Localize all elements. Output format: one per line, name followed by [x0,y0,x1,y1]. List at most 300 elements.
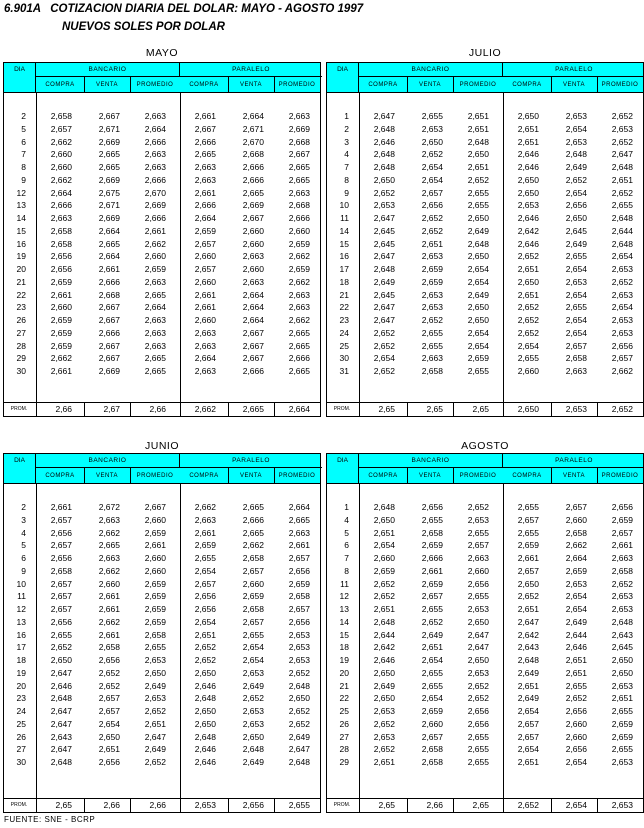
paralelo-venta-cell: 2,660 [242,238,264,249]
paralelo-venta-cell: 2,663 [242,276,264,287]
paralelo-promedio-cell: 2,645 [611,642,633,653]
column-divider [228,468,229,484]
bancario-compra-cell: 2,656 [50,616,72,627]
paralelo-promedio-cell: 2,656 [288,565,310,576]
bancario-promedio-cell: 2,665 [144,366,166,376]
bancario-promedio-cell: 2,649 [144,680,166,691]
bancario-promedio-cell: 2,651 [467,123,489,134]
day-cell: 23 [339,315,349,325]
paralelo-venta-cell: 2,663 [242,251,264,262]
paralelo-compra-cell: 2,648 [194,693,216,704]
table-row [4,641,320,654]
day-cell: 5 [21,123,26,134]
paralelo-promedio-cell: 2,665 [288,162,310,172]
paralelo-venta-cell: 2,648 [242,744,264,755]
paralelo-venta-cell: 2,664 [242,315,264,325]
day-cell: 17 [339,264,349,274]
bancario-compra-header: COMPRA [368,473,398,479]
bancario-compra-cell: 2,648 [373,123,395,134]
bancario-compra-cell: 2,652 [373,340,395,351]
paralelo-compra-cell: 2,653 [517,200,539,211]
table-row [4,250,320,263]
paralelo-compra-cell: 2,660 [194,276,216,287]
bancario-promedio-cell: 2,651 [467,111,489,121]
table-row [4,161,320,174]
paralelo-venta-cell: 2,666 [242,514,264,525]
bancario-compra-cell: 2,647 [373,315,395,325]
paralelo-promedio-cell: 2,658 [288,591,310,602]
bancario-compra-cell: 2,646 [373,136,395,147]
table-row [4,731,320,744]
day-cell: 9 [21,174,26,185]
avg-bancario-promedio: 2,65 [472,800,489,810]
table-row [4,539,320,552]
bancario-promedio-cell: 2,650 [467,251,489,262]
paralelo-promedio-cell: 2,651 [611,693,633,704]
day-cell: 18 [339,642,349,653]
bancario-compra-cell: 2,647 [50,667,72,678]
bancario-compra-cell: 2,653 [373,200,395,211]
table-row [327,578,643,591]
paralelo-compra-cell: 2,657 [517,731,539,742]
bancario-venta-cell: 2,661 [421,565,443,576]
bancario-promedio-cell: 2,660 [467,565,489,576]
bancario-promedio-cell: 2,666 [144,174,166,185]
paralelo-venta-cell: 2,654 [565,327,587,338]
paralelo-header: PARALELO [503,454,644,468]
day-cell: 6 [344,540,349,551]
paralelo-promedio-cell: 2,656 [611,340,633,351]
bancario-compra-cell: 2,649 [373,680,395,691]
paralelo-venta-cell: 2,654 [565,591,587,602]
paralelo-compra-cell: 2,663 [194,366,216,376]
bancario-venta-cell: 2,652 [421,149,443,160]
table-row [327,123,643,136]
column-divider [228,77,229,93]
bancario-venta-cell: 2,655 [421,667,443,678]
paralelo-compra-cell: 2,650 [194,706,216,716]
paralelo-promedio-cell: 2,659 [288,578,310,589]
table-row [327,225,643,238]
table-row [4,199,320,212]
average-row [4,402,320,416]
paralelo-compra-cell: 2,657 [194,264,216,274]
paralelo-promedio-cell: 2,653 [288,655,310,665]
bancario-compra-cell: 2,647 [50,744,72,755]
bancario-compra-cell: 2,656 [50,527,72,538]
bancario-promedio-cell: 2,649 [467,225,489,236]
bancario-venta-cell: 2,671 [98,123,120,134]
table-row [4,174,320,187]
bancario-promedio-cell: 2,655 [467,744,489,755]
avg-paralelo-venta: 2,653 [565,404,587,414]
table-header [327,63,643,93]
paralelo-promedio-cell: 2,659 [288,238,310,249]
table-row [4,603,320,616]
day-cell: 4 [21,527,26,538]
day-cell: 8 [344,174,349,185]
bancario-promedio-cell: 2,657 [467,540,489,551]
paralelo-compra-cell: 2,659 [517,540,539,551]
bancario-venta-cell: 2,652 [421,616,443,627]
day-cell: 11 [17,591,26,602]
paralelo-compra-cell: 2,655 [517,353,539,364]
bancario-promedio-cell: 2,653 [467,667,489,678]
paralelo-promedio-cell: 2,650 [611,667,633,678]
paralelo-venta-cell: 2,649 [565,616,587,627]
bancario-compra-cell: 2,650 [373,174,395,185]
bancario-promedio-cell: 2,663 [144,315,166,325]
paralelo-compra-cell: 2,651 [517,136,539,147]
bancario-compra-cell: 2,657 [50,123,72,134]
paralelo-venta-cell: 2,668 [242,149,264,160]
table-row [4,578,320,591]
avg-paralelo-venta: 2,665 [242,404,264,414]
bancario-venta-cell: 2,655 [421,604,443,614]
table-row [4,136,320,149]
bancario-venta-cell: 2,653 [421,251,443,262]
bancario-venta-header: VENTA [418,473,442,479]
bancario-venta-cell: 2,671 [98,200,120,211]
bancario-compra-cell: 2,652 [50,642,72,653]
day-cell: 9 [344,187,349,198]
bancario-compra-cell: 2,647 [373,302,395,313]
table-row [327,501,643,514]
bancario-venta-cell: 2,655 [421,340,443,351]
avg-paralelo-promedio: 2,664 [288,404,310,414]
bancario-compra-cell: 2,648 [373,264,395,274]
paralelo-promedio-cell: 2,648 [288,680,310,691]
paralelo-compra-cell: 2,646 [517,213,539,223]
paralelo-promedio-cell: 2,660 [288,225,310,236]
bancario-compra-cell: 2,647 [50,706,72,716]
paralelo-venta-cell: 2,644 [565,629,587,640]
bancario-venta-cell: 2,659 [421,264,443,274]
bancario-compra-cell: 2,650 [50,655,72,665]
paralelo-compra-cell: 2,650 [517,276,539,287]
paralelo-compra-cell: 2,663 [194,340,216,351]
bancario-venta-cell: 2,664 [98,225,120,236]
day-cell: 15 [16,225,26,236]
paralelo-venta-cell: 2,665 [242,187,264,198]
avg-paralelo-venta: 2,656 [242,800,264,810]
table-row [4,238,320,251]
paralelo-compra-cell: 2,652 [517,327,539,338]
day-cell: 2 [21,111,26,121]
paralelo-promedio-cell: 2,668 [288,136,310,147]
bancario-compra-cell: 2,648 [373,162,395,172]
bancario-compra-cell: 2,649 [373,276,395,287]
bancario-venta-header: VENTA [95,473,119,479]
bancario-compra-cell: 2,659 [50,276,72,287]
paralelo-promedio-cell: 2,664 [288,502,310,512]
paralelo-compra-cell: 2,666 [194,200,216,211]
bancario-venta-cell: 2,659 [421,276,443,287]
avg-paralelo-compra: 2,650 [517,404,539,414]
bancario-compra-cell: 2,654 [373,353,395,364]
exchange-rate-table [3,453,321,813]
paralelo-compra-cell: 2,650 [517,111,539,121]
table-row [4,263,320,276]
column-divider [407,468,408,484]
paralelo-promedio-cell: 2,661 [611,540,633,551]
paralelo-promedio-cell: 2,654 [611,251,633,262]
paralelo-compra-cell: 2,663 [194,162,216,172]
paralelo-promedio-cell: 2,663 [288,289,310,300]
bancario-promedio-cell: 2,662 [144,238,166,249]
paralelo-promedio-cell: 2,652 [611,136,633,147]
document-title [4,3,363,15]
paralelo-promedio-cell: 2,648 [611,616,633,627]
paralelo-venta-cell: 2,660 [242,264,264,274]
bancario-promedio-cell: 2,652 [467,680,489,691]
avg-bancario-promedio: 2,66 [149,404,166,414]
paralelo-promedio-cell: 2,652 [288,718,310,729]
bancario-promedio-header: PROMEDIO [459,82,497,88]
bancario-venta-cell: 2,659 [421,578,443,589]
column-divider [551,468,552,484]
title-text: COTIZACION DIARIA DEL DOLAR: MAYO - AGOSTO 1997 [50,3,364,15]
paralelo-promedio-cell: 2,656 [611,502,633,512]
paralelo-venta-cell: 2,660 [565,514,587,525]
paralelo-venta-cell: 2,664 [242,111,264,121]
paralelo-promedio-header: PROMEDIO [278,473,316,479]
paralelo-venta-cell: 2,652 [565,693,587,704]
paralelo-promedio-cell: 2,650 [288,693,310,704]
column-divider [130,77,131,93]
day-cell: 1 [344,111,349,121]
day-cell: 3 [344,136,349,147]
paralelo-promedio-cell: 2,663 [288,302,310,313]
bancario-promedio-cell: 2,652 [144,706,166,716]
paralelo-venta-cell: 2,655 [242,629,264,640]
paralelo-promedio-cell: 2,643 [611,629,633,640]
average-row [4,798,320,812]
paralelo-venta-cell: 2,651 [565,667,587,678]
day-cell: 20 [16,264,26,274]
paralelo-compra-cell: 2,663 [194,174,216,185]
paralelo-promedio-cell: 2,652 [288,667,310,678]
day-cell: 14 [16,213,26,223]
paralelo-compra-cell: 2,659 [194,540,216,551]
paralelo-venta-cell: 2,653 [242,706,264,716]
day-cell: 4 [344,514,349,525]
paralelo-promedio-cell: 2,656 [288,616,310,627]
paralelo-promedio-cell: 2,655 [611,744,633,755]
bancario-venta-cell: 2,665 [98,149,120,160]
day-cell: 19 [339,655,349,665]
day-cell: 22 [16,289,26,300]
paralelo-venta-cell: 2,653 [565,111,587,121]
table-row [327,718,643,731]
paralelo-promedio-cell: 2,655 [611,706,633,716]
bancario-promedio-cell: 2,653 [467,514,489,525]
paralelo-compra-cell: 2,651 [517,604,539,614]
bancario-promedio-cell: 2,655 [467,187,489,198]
bancario-venta-cell: 2,651 [421,642,443,653]
bancario-compra-cell: 2,646 [373,655,395,665]
day-cell: 6 [21,553,26,563]
paralelo-promedio-cell: 2,653 [611,264,633,274]
bancario-promedio-cell: 2,651 [144,718,166,729]
day-cell: 5 [21,540,26,551]
day-cell: 7 [344,162,349,172]
paralelo-compra-cell: 2,648 [517,655,539,665]
bancario-compra-cell: 2,657 [50,540,72,551]
column-divider [453,77,454,93]
avg-bancario-venta: 2,66 [426,800,443,810]
table-row [327,365,643,378]
paralelo-venta-cell: 2,658 [242,604,264,614]
bancario-compra-cell: 2,659 [50,315,72,325]
day-cell: 5 [344,527,349,538]
bancario-promedio-cell: 2,648 [467,136,489,147]
bancario-compra-cell: 2,656 [50,251,72,262]
average-label: PROM. [333,406,351,412]
paralelo-compra-cell: 2,657 [194,238,216,249]
bancario-compra-cell: 2,658 [50,238,72,249]
paralelo-venta-cell: 2,649 [242,757,264,767]
table-row [327,250,643,263]
month-label: JUNIO [145,440,179,452]
paralelo-venta-cell: 2,654 [565,604,587,614]
bancario-header: BANCARIO [359,454,503,468]
table-row [327,136,643,149]
table-row [4,501,320,514]
bancario-promedio-cell: 2,656 [467,718,489,729]
bancario-venta-cell: 2,660 [421,718,443,729]
paralelo-venta-cell: 2,664 [242,302,264,313]
paralelo-compra-header: COMPRA [512,82,542,88]
day-header: DIA [4,63,36,93]
bancario-venta-cell: 2,656 [98,655,120,665]
table-header [327,454,643,484]
day-cell: 25 [16,718,26,729]
paralelo-promedio-cell: 2,649 [288,731,310,742]
table-row [4,705,320,718]
day-cell: 30 [339,353,349,364]
bancario-compra-cell: 2,658 [50,111,72,121]
paralelo-promedio-cell: 2,653 [611,757,633,767]
day-cell: 27 [16,744,26,755]
table-row [4,692,320,705]
bancario-compra-cell: 2,661 [50,366,72,376]
paralelo-compra-cell: 2,660 [194,251,216,262]
day-cell: 30 [16,366,26,376]
day-cell: 10 [339,200,349,211]
paralelo-venta-cell: 2,664 [565,553,587,563]
day-header: DIA [4,454,36,484]
paralelo-compra-cell: 2,646 [517,238,539,249]
bancario-promedio-cell: 2,663 [144,276,166,287]
table-row [327,174,643,187]
paralelo-promedio-cell: 2,665 [288,340,310,351]
bancario-compra-cell: 2,659 [50,340,72,351]
paralelo-promedio-header: PROMEDIO [601,473,639,479]
bancario-promedio-cell: 2,669 [144,200,166,211]
bancario-promedio-cell: 2,652 [467,693,489,704]
table-row [327,314,643,327]
day-cell: 20 [16,680,26,691]
bancario-promedio-cell: 2,660 [144,553,166,563]
bancario-promedio-cell: 2,670 [144,187,166,198]
bancario-compra-cell: 2,654 [373,540,395,551]
paralelo-venta-cell: 2,654 [565,187,587,198]
table-row [4,718,320,731]
day-cell: 23 [16,302,26,313]
paralelo-compra-cell: 2,656 [194,604,216,614]
bancario-compra-cell: 2,645 [373,238,395,249]
day-cell: 13 [16,200,26,211]
bancario-compra-cell: 2,655 [50,629,72,640]
bancario-compra-cell: 2,648 [373,502,395,512]
column-divider [84,77,85,93]
bancario-promedio-cell: 2,650 [467,213,489,223]
day-cell: 14 [339,616,349,627]
table-row [4,680,320,693]
bancario-promedio-cell: 2,654 [467,264,489,274]
bancario-promedio-cell: 2,664 [144,302,166,313]
paralelo-promedio-cell: 2,652 [611,187,633,198]
table-row [327,692,643,705]
paralelo-compra-cell: 2,652 [194,655,216,665]
bancario-promedio-cell: 2,659 [144,578,166,589]
paralelo-venta-cell: 2,665 [242,502,264,512]
paralelo-compra-cell: 2,649 [517,693,539,704]
paralelo-promedio-cell: 2,654 [611,302,633,313]
bancario-compra-cell: 2,652 [373,591,395,602]
day-cell: 26 [16,315,26,325]
paralelo-venta-cell: 2,650 [242,731,264,742]
paralelo-promedio-cell: 2,653 [611,680,633,691]
day-cell: 26 [16,731,26,742]
bancario-compra-cell: 2,645 [373,289,395,300]
paralelo-compra-cell: 2,662 [194,502,216,512]
paralelo-promedio-cell: 2,667 [288,149,310,160]
bancario-venta-cell: 2,655 [421,327,443,338]
bancario-compra-header: COMPRA [45,473,75,479]
bancario-promedio-cell: 2,655 [467,200,489,211]
bancario-venta-cell: 2,669 [98,174,120,185]
day-cell: 12 [339,591,349,602]
day-header: DIA [327,454,359,484]
paralelo-venta-cell: 2,654 [565,315,587,325]
paralelo-venta-cell: 2,656 [565,706,587,716]
bancario-promedio-cell: 2,650 [467,315,489,325]
paralelo-compra-cell: 2,654 [517,744,539,755]
column-divider [453,468,454,484]
bancario-venta-cell: 2,675 [98,187,120,198]
bancario-compra-cell: 2,659 [50,327,72,338]
document-subtitle: NUEVOS SOLES POR DOLAR [62,21,225,33]
bancario-promedio-cell: 2,655 [144,642,166,653]
paralelo-promedio-cell: 2,658 [611,565,633,576]
bancario-compra-cell: 2,643 [50,731,72,742]
bancario-venta-cell: 2,667 [98,353,120,364]
paralelo-compra-cell: 2,650 [517,187,539,198]
table-row [327,616,643,629]
bancario-venta-cell: 2,656 [98,757,120,767]
table-row [4,590,320,603]
bancario-compra-cell: 2,650 [373,693,395,704]
paralelo-compra-cell: 2,655 [517,527,539,538]
bancario-compra-cell: 2,660 [373,553,395,563]
bancario-venta-cell: 2,652 [98,680,120,691]
bancario-compra-cell: 2,657 [50,578,72,589]
day-cell: 24 [16,706,26,716]
table-row [4,565,320,578]
paralelo-header: PARALELO [180,454,322,468]
